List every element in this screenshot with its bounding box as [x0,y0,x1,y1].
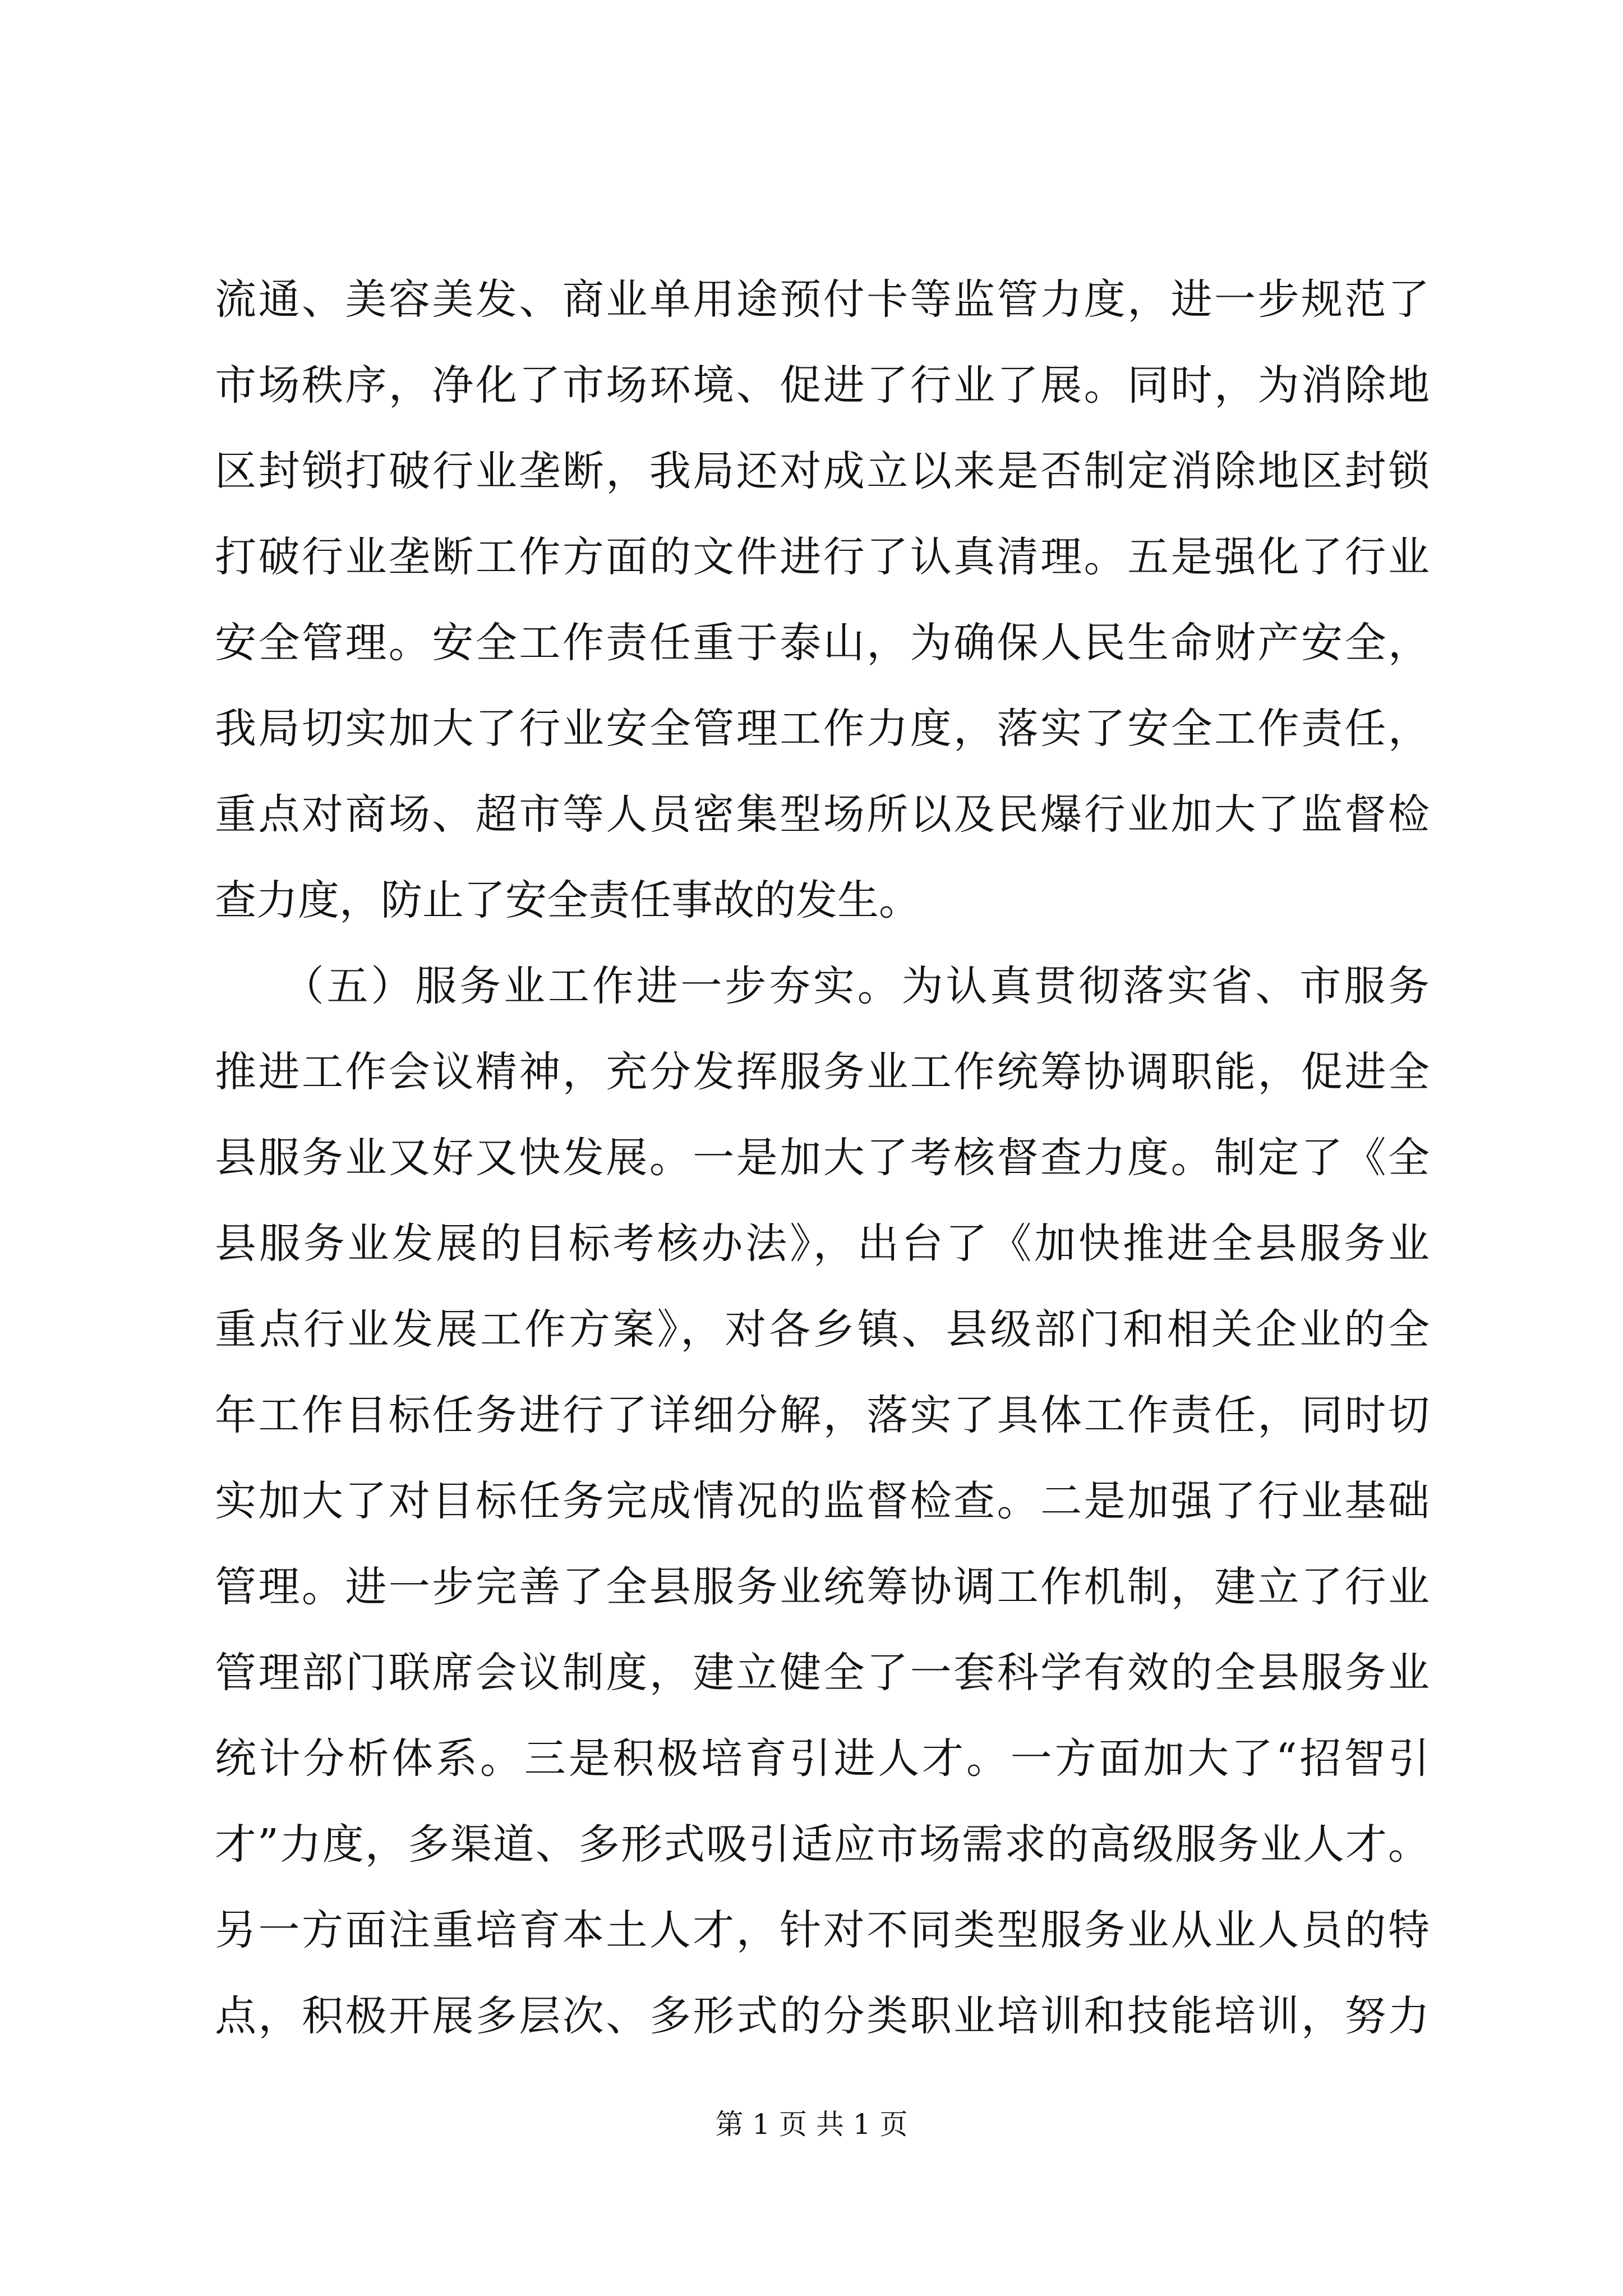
text-line: 才”力度，多渠道、多形式吸引适应市场需求的高级服务业人才。 [215,1820,1430,1869]
text-line: 打破行业垄断工作方面的文件进行了认真清理。五是强化了行业 [215,533,1430,581]
text-line: 点，积极开展多层次、多形式的分类职业培训和技能培训，努力 [215,1992,1430,2040]
body-text [215,257,1430,2059]
text-line: （五）服务业工作进一步夯实。为认真贯彻落实省、市服务 [215,962,1430,1010]
text-line: 流通、美容美发、商业单用途预付卡等监管力度，进一步规范了 [215,275,1430,324]
text-line: 管理。进一步完善了全县服务业统筹协调工作机制，建立了行业 [215,1563,1430,1611]
text-line: 重点对商场、超市等人员密集型场所以及民爆行业加大了监督检 [215,790,1430,839]
text-line: 查力度，防止了安全责任事故的发生。 [215,876,920,924]
text-line: 区封锁打破行业垄断，我局还对成立以来是否制定消除地区封锁 [215,447,1430,495]
text-line: 年工作目标任务进行了详细分解，落实了具体工作责任，同时切 [215,1391,1430,1439]
text-line: 推进工作会议精神，充分发挥服务业工作统筹协调职能，促进全 [215,1048,1430,1096]
text-line: 我局切实加大了行业安全管理工作力度，落实了安全工作责任， [215,705,1430,753]
text-line: 县服务业发展的目标考核办法》，出台了《加快推进全县服务业 [215,1220,1430,1268]
text-line: 管理部门联席会议制度，建立健全了一套科学有效的全县服务业 [215,1649,1430,1697]
text-line: 重点行业发展工作方案》，对各乡镇、县级部门和相关企业的全 [215,1305,1430,1354]
text-line: 实加大了对目标任务完成情况的监督检查。二是加强了行业基础 [215,1477,1430,1525]
text-line: 另一方面注重培育本土人才，针对不同类型服务业从业人员的特 [215,1906,1430,1954]
text-line: 市场秩序，净化了市场环境、促进了行业了展。同时，为消除地 [215,361,1430,409]
text-line: 安全管理。安全工作责任重于泰山，为确保人民生命财产安全， [215,619,1430,667]
text-line: 县服务业又好又快发展。一是加大了考核督查力度。制定了《全 [215,1134,1430,1182]
page-footer: 第 1 页 共 1 页 [715,2108,908,2141]
text-line: 统计分析体系。三是积极培育引进人才。一方面加大了“招智引 [215,1734,1430,1783]
